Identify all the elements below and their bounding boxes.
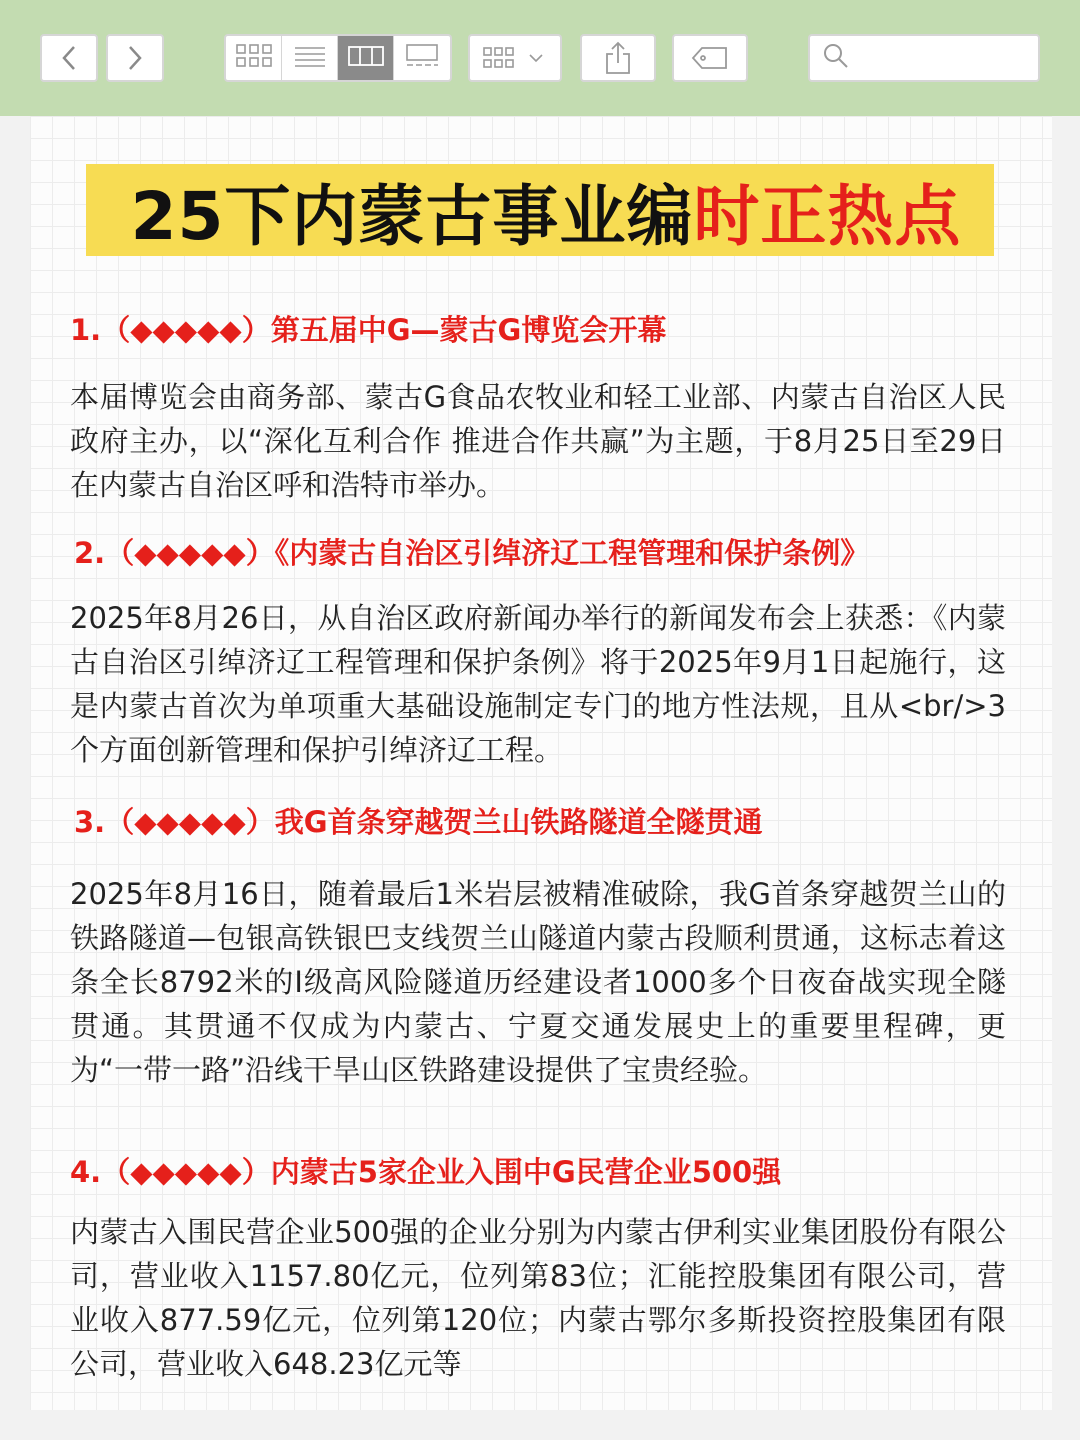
item-4-heading: 4.（◆◆◆◆◆）内蒙古5家企业入围中G民营企业500强 (70, 1155, 782, 1189)
title-part-black: 25下内蒙古事业编 (130, 177, 694, 255)
back-button[interactable] (40, 34, 98, 82)
title-part-red: 时正热点 (693, 177, 962, 255)
item-1-heading: 1.（◆◆◆◆◆）第五届中G—蒙古G博览会开幕 (70, 313, 667, 347)
tag-button[interactable] (672, 34, 748, 82)
view-mode-switcher (224, 34, 452, 82)
forward-button[interactable] (106, 34, 164, 82)
toolbar (0, 0, 1080, 116)
list-view-button[interactable] (282, 36, 338, 80)
grid-view-icon (235, 43, 273, 73)
column-view-button[interactable] (338, 36, 394, 80)
chevron-left-icon (59, 44, 79, 72)
item-2-body: 2025年8月26日，从自治区政府新闻办举行的新闻发布会上获悉：《内蒙古自治区引绰济辽工程管理和保护条例》将于2025年9月1日起施行，这是内蒙古首次为单项重大基础设施制定专门的地方性法规，且从<br/>3个方面创新管理和保护引绰济辽工程。 (70, 601, 1006, 767)
share-icon (603, 41, 633, 75)
item-1-body: 本届博览会由商务部、蒙古G食品农牧业和轻工业部、内蒙古自治区人民政府主办，以“深化互利合作 推进合作共赢”为主题，于8月25日至29日在内蒙古自治区呼和浩特市举办。 (70, 380, 1006, 502)
gallery-view-button[interactable] (394, 36, 450, 80)
item-3-heading: 3.（◆◆◆◆◆）我G首条穿越贺兰山铁路隧道全隧贯通 (74, 805, 763, 839)
item-4-body: 内蒙古入围民营企业500强的企业分别为内蒙古伊利实业集团股份有限公司，营业收入1157.80亿元，位列第83位；汇能控股集团有限公司，营业收入877.59亿元，位列第120位；内蒙古鄂尔多斯投资控股集团有限公司，营业收入648.23亿元等 (70, 1215, 1006, 1381)
item-2-heading: 2.（◆◆◆◆◆）《内蒙古自治区引绰济辽工程管理和保护条例》 (74, 536, 870, 570)
gallery-view-icon (403, 43, 441, 73)
item-3-body: 2025年8月16日，随着最后1米岩层被精准破除，我G首条穿越贺兰山的铁路隧道—包银高铁银巴支线贺兰山隧道内蒙古段顺利贯通，这标志着这条全长8792米的I级高风险隧道历经建设者1000多个日夜奋战实现全隧贯通。其贯通不仅成为内蒙古、宁夏交通发展史上的重要里程碑，更为“一带一路”沿线干旱山区铁路建设提供了宝贵经验。 (70, 877, 1006, 1087)
group-by-button[interactable] (468, 34, 562, 82)
grid-view-button[interactable] (226, 36, 282, 80)
tag-icon (690, 45, 730, 71)
list-view-icon (293, 44, 327, 72)
search-icon (822, 42, 850, 74)
group-by-icon (480, 45, 550, 71)
search-input[interactable] (858, 48, 1028, 69)
share-button[interactable] (580, 34, 656, 82)
column-view-icon (347, 44, 385, 72)
search-box[interactable] (808, 34, 1040, 82)
chevron-right-icon (125, 44, 145, 72)
page-title (96, 164, 996, 256)
